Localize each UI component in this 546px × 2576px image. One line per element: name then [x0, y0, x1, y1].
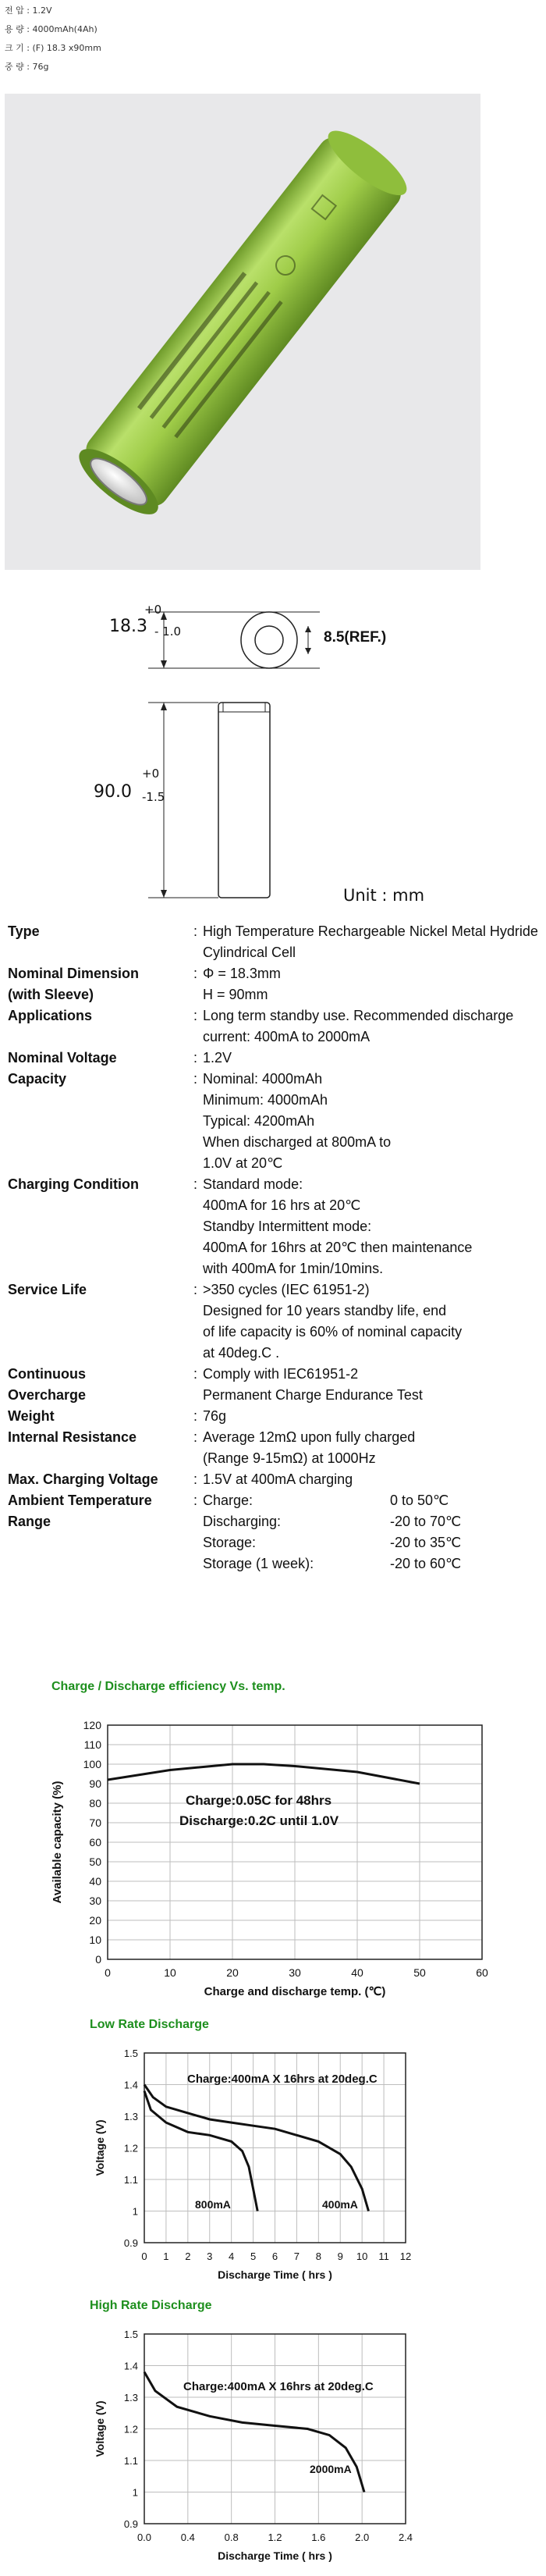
x-tick-label: 20	[226, 1966, 239, 1979]
top-specs	[5, 2, 101, 76]
x-tick-label: 10	[356, 2250, 368, 2262]
len-tol-neg: -1.5	[142, 790, 165, 804]
x-tick-label: 2.4	[398, 2532, 413, 2543]
y-tick-label: 1.3	[123, 2111, 138, 2122]
x-tick-label: 11	[378, 2250, 389, 2262]
spec-table	[8, 921, 546, 1574]
len-value: 90.0	[94, 782, 132, 802]
efficiency-chart	[0, 1698, 546, 2010]
x-tick-label: 12	[399, 2250, 412, 2262]
high-rate-chart	[0, 2314, 546, 2576]
y-tick-label: 1.5	[123, 2048, 138, 2059]
dia-tol-neg: - 1.0	[154, 624, 182, 639]
spec-row-capacity: Capacity : Nominal: 4000mAh Minimum: 4000mAh Typical: 4200mAh When discharged at 800mA to 1.0V at 20℃	[8, 1071, 392, 1171]
battery-illustration	[5, 94, 480, 570]
y-tick-label: 1.4	[123, 2360, 138, 2372]
spec-row-type: Type : High Temperature Rechargeable Nickel Metal Hydride Cylindrical Cell	[8, 923, 538, 960]
x-tick-label: 7	[293, 2250, 300, 2262]
x-tick-label: 1.2	[268, 2532, 282, 2543]
y-tick-label: 0.9	[123, 2518, 138, 2530]
y-tick-label: 1.3	[123, 2392, 138, 2403]
y-tick-label: 0	[95, 1953, 101, 1966]
series-line-efficiency	[108, 1764, 420, 1784]
x-tick-label: 2.0	[355, 2532, 370, 2543]
y-axis-label: Available capacity (%)	[51, 1781, 64, 1904]
y-axis-label: Voltage (V)	[94, 2119, 106, 2176]
top-spec-size: 크 기 : (F) 18.3 x90mm	[5, 43, 101, 53]
x-tick-label: 0	[105, 1966, 111, 1979]
spec-row-weight: Weight : 76g	[8, 1408, 227, 1424]
x-tick-label: 30	[289, 1966, 301, 1979]
spec-row-ambient-temperature: Ambient Temperature Range : Charge: 0 to 50℃ Discharging: -20 to 70℃ Storage: -20 to 35℃ Storage (1 week): -20 to 60℃	[8, 1493, 462, 1571]
y-tick-label: 100	[83, 1758, 101, 1770]
y-tick-label: 80	[89, 1797, 101, 1809]
x-axis-label: Discharge Time ( hrs )	[218, 2549, 332, 2562]
x-tick-label: 6	[271, 2250, 278, 2262]
y-tick-label: 1.2	[123, 2423, 138, 2435]
spec-row-charging-condition: Charging Condition : Standard mode: 400mA for 16 hrs at 20℃ Standby Intermittent mode: 400mA for 16hrs at 20℃ then maintenance with 400mA for 1min/10mins.	[8, 1176, 473, 1276]
y-tick-label: 1.2	[123, 2142, 138, 2154]
x-tick-label: 0.0	[136, 2532, 152, 2543]
chart-annotation: Charge:400mA X 16hrs at 20deg.C	[183, 2380, 374, 2393]
dia-value: 18.3	[109, 617, 147, 636]
chart-title-efficiency: Charge / Discharge efficiency Vs. temp.	[51, 1680, 285, 1693]
x-tick-label: 40	[351, 1966, 363, 1979]
y-tick-label: 1.1	[123, 2174, 138, 2186]
x-tick-label: 9	[337, 2250, 343, 2262]
y-tick-label: 90	[89, 1777, 101, 1790]
x-tick-label: 50	[413, 1966, 426, 1979]
y-tick-label: 0.9	[123, 2237, 138, 2249]
series-label: 2000mA	[310, 2463, 352, 2475]
x-tick-label: 8	[315, 2250, 321, 2262]
spec-row-nominal-dimension: Nominal Dimension (with Sleeve) : Φ = 18.3mm H = 90mm	[8, 966, 281, 1002]
y-tick-label: 110	[83, 1738, 101, 1751]
y-tick-label: 1.5	[123, 2329, 138, 2340]
y-tick-label: 1	[132, 2205, 138, 2218]
chart-title-high-rate: High Rate Discharge	[90, 2299, 212, 2312]
y-tick-label: 1.4	[123, 2079, 138, 2091]
y-tick-label: 1.1	[123, 2455, 138, 2467]
x-tick-label: 1	[163, 2250, 169, 2262]
y-tick-label: 10	[89, 1934, 101, 1946]
spec-row-max-charging-voltage: Max. Charging Voltage : 1.5V at 400mA charging	[8, 1471, 353, 1487]
x-axis-label: Discharge Time ( hrs )	[218, 2268, 332, 2281]
top-spec-weight: 중 량 : 76g	[5, 62, 49, 72]
spec-row-service-life: Service Life : >350 cycles (IEC 61951-2) Designed for 10 years standby life, end of life capacity is 60% of nominal capacity at 40deg.C .	[8, 1282, 463, 1361]
x-tick-label: 10	[164, 1966, 176, 1979]
x-tick-label: 0	[141, 2250, 147, 2262]
y-tick-label: 1	[132, 2486, 138, 2499]
y-tick-label: 60	[89, 1836, 101, 1848]
y-tick-label: 30	[89, 1895, 101, 1907]
top-spec-voltage: 전 압 : 1.2V	[5, 5, 52, 16]
spec-row-continuous-overcharge: Continuous Overcharge : Comply with IEC61951-2 Permanent Charge Endurance Test	[8, 1366, 423, 1403]
y-tick-label: 120	[83, 1719, 101, 1731]
chart-annotation: Discharge:0.2C until 1.0V	[179, 1813, 339, 1828]
x-tick-label: 4	[229, 2250, 235, 2262]
x-tick-label: 3	[207, 2250, 213, 2262]
low-rate-chart	[0, 2033, 546, 2295]
spec-row-nominal-voltage: Nominal Voltage : 1.2V	[8, 1050, 232, 1066]
x-tick-label: 5	[250, 2250, 257, 2262]
x-tick-label: 0.8	[224, 2532, 239, 2543]
spec-row-applications: Applications : Long term standby use. Recommended discharge current: 400mA to 2000mA	[8, 1008, 514, 1044]
series-label: 800mA	[195, 2198, 231, 2211]
unit-label: Unit : mm	[343, 886, 425, 905]
x-tick-label: 2	[185, 2250, 191, 2262]
chart-annotation: Charge:400mA X 16hrs at 20deg.C	[187, 2073, 378, 2086]
x-tick-label: 1.6	[311, 2532, 326, 2543]
ref-label: 8.5(REF.)	[324, 629, 387, 646]
y-tick-label: 20	[89, 1914, 101, 1927]
len-tol-pos: +0	[142, 767, 160, 781]
chart-annotation: Charge:0.05C for 48hrs	[186, 1793, 332, 1808]
x-tick-label: 60	[476, 1966, 488, 1979]
y-axis-label: Voltage (V)	[94, 2400, 106, 2457]
y-tick-label: 70	[89, 1816, 101, 1829]
chart-title-low-rate: Low Rate Discharge	[90, 2018, 209, 2031]
top-spec-capacity: 용 량 : 4000mAh(4Ah)	[5, 24, 98, 34]
dia-tol-pos: +0	[144, 603, 162, 617]
y-tick-label: 50	[89, 1856, 101, 1868]
y-tick-label: 40	[89, 1875, 101, 1888]
x-tick-label: 0.4	[180, 2532, 195, 2543]
dimension-drawing	[70, 585, 507, 913]
x-axis-label: Charge and discharge temp. (℃)	[204, 1985, 386, 1998]
spec-row-internal-resistance: Internal Resistance : Average 12mΩ upon fully charged (Range 9-15mΩ) at 1000Hz	[8, 1429, 416, 1466]
series-line-800ma	[144, 2091, 257, 2211]
series-label: 400mA	[322, 2198, 358, 2211]
battery-photo	[5, 94, 480, 570]
